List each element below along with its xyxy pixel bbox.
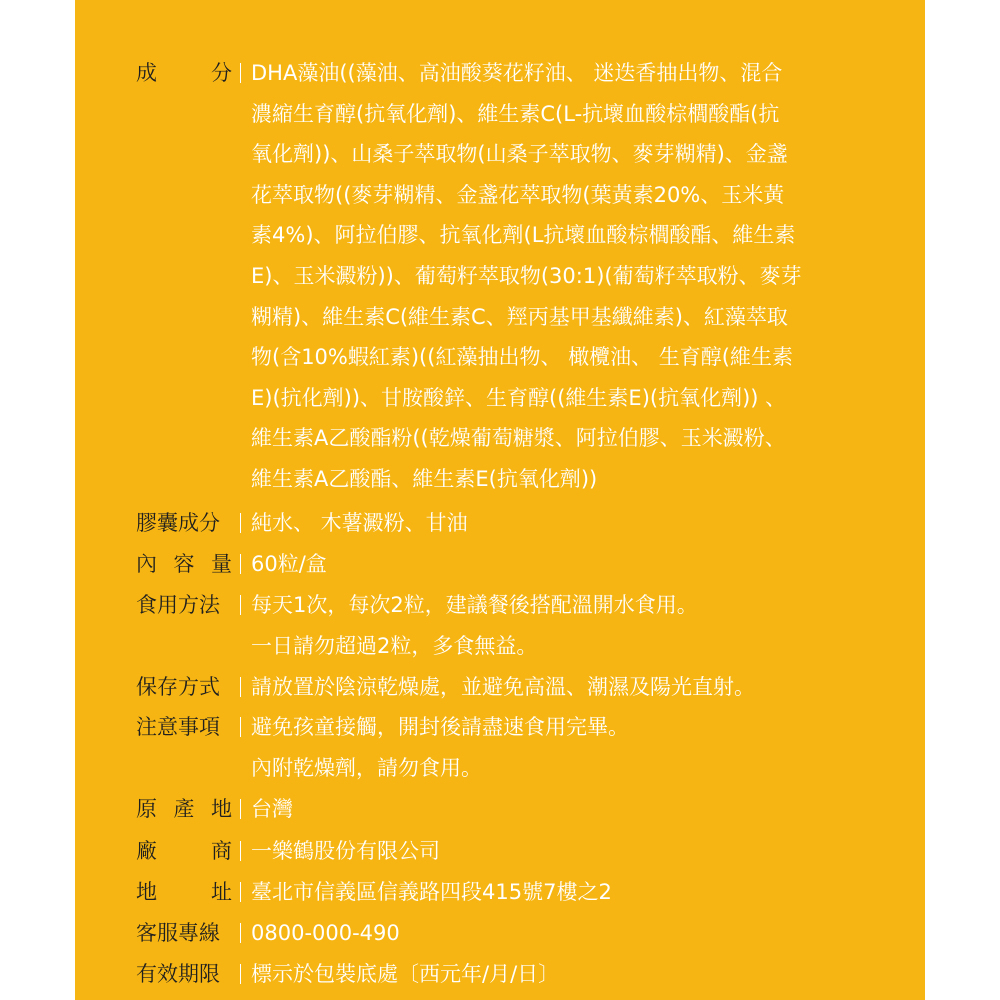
value-line: 一樂鶴股份有限公司 — [251, 839, 440, 863]
ingredients-line: 素4%)、阿拉伯膠、抗氧化劑(L抗壞血酸棕櫚酸酯、維生素 — [251, 223, 796, 248]
separator — [240, 841, 241, 861]
ingredients-line: E)(抗化劑))、甘胺酸鋅、生育醇((維生素E)(抗氧化劑)) 、 — [251, 385, 787, 410]
separator — [240, 554, 241, 574]
label-char: 成 — [136, 61, 157, 85]
expiry-label: 有效期限 — [136, 962, 220, 986]
phone-number: 0800-000-490 — [251, 921, 400, 945]
separator — [240, 964, 241, 984]
ingredients-value — [251, 53, 876, 500]
separator — [240, 717, 241, 737]
expiry-value — [251, 954, 876, 995]
storage-label: 保存方式 — [136, 675, 220, 699]
precautions-row — [136, 707, 876, 788]
ingredients-row — [136, 53, 876, 500]
storage-row — [136, 667, 876, 708]
ingredients-line: 維生素A乙酸酯、維生素E(抗氧化劑)) — [251, 466, 598, 491]
ingredients-line: 氧化劑))、山桑子萃取物(山桑子萃取物、麥芽糊精)、金盞 — [251, 142, 788, 167]
label-char: 原 — [136, 797, 157, 821]
value-line: 臺北市信義區信義路四段415號7樓之2 — [251, 880, 612, 904]
net-content-row — [136, 544, 876, 585]
ingredients-line: 糊精)、維生素C(維生素C、羥丙基甲基纖維素)、紅藻萃取 — [251, 304, 788, 329]
separator — [240, 595, 241, 615]
label-char: 產 — [173, 797, 195, 821]
precautions-label: 注意事項 — [136, 715, 220, 739]
usage-label: 食用方法 — [136, 593, 220, 617]
manufacturer-row — [136, 831, 876, 872]
manufacturer-value — [251, 831, 876, 872]
usage-value — [251, 585, 876, 666]
value-line: 每天1次，每次2粒，建議餐後搭配溫開水食用。 — [251, 593, 698, 617]
ingredients-line: 花萃取物((麥芽糊精、金盞花萃取物(葉黃素20%、玉米黃 — [251, 182, 785, 207]
separator — [240, 799, 241, 819]
value-line: 純水、 木薯澱粉、甘油 — [251, 511, 468, 535]
value-line: 標示於包裝底處〔西元年/月/日〕 — [251, 962, 560, 986]
customer-service-value — [251, 913, 876, 954]
manufacturer-label — [136, 831, 232, 871]
customer-service-label: 客服專線 — [136, 921, 220, 945]
value-line: 60粒/盒 — [251, 552, 327, 576]
ingredients-line: 維生素A乙酸酯粉((乾燥葡萄糖漿、阿拉伯膠、玉米澱粉、 — [251, 426, 786, 451]
capsule-ingredients-value — [251, 503, 876, 544]
separator — [240, 513, 241, 533]
label-char: 廠 — [136, 839, 157, 863]
origin-value — [251, 789, 876, 830]
label-char: 址 — [211, 880, 232, 904]
expiry-row — [136, 954, 876, 995]
label-char: 內 — [136, 552, 157, 576]
capsule-ingredients-label: 膠囊成分 — [136, 511, 220, 535]
storage-value — [251, 667, 876, 708]
ingredients-line: DHA藻油((藻油、高油酸葵花籽油、 迷迭香抽出物、混合 — [251, 61, 783, 85]
value-line: 內附乾燥劑，請勿食用。 — [251, 755, 482, 780]
origin-label — [136, 789, 232, 829]
origin-row — [136, 789, 876, 830]
value-line: 台灣 — [251, 797, 293, 821]
precautions-value — [251, 707, 876, 788]
address-value — [251, 872, 876, 913]
net-content-value — [251, 544, 876, 585]
separator — [240, 923, 241, 943]
label-char: 商 — [211, 839, 232, 863]
address-row — [136, 872, 876, 913]
value-line: 請放置於陰涼乾燥處，並避免高溫、潮濕及陽光直射。 — [251, 675, 755, 699]
separator — [240, 63, 241, 83]
value-line: 避免孩童接觸，開封後請盡速食用完畢。 — [251, 715, 629, 739]
separator — [240, 882, 241, 902]
ingredients-line: 物(含10%蝦紅素)((紅藻抽出物、 橄欖油、 生育醇(維生素 — [251, 345, 793, 370]
net-content-label — [136, 544, 232, 584]
ingredients-label — [136, 53, 232, 93]
separator — [240, 677, 241, 697]
ingredients-line: 濃縮生育醇(抗氧化劑)、維生素C(L-抗壞血酸棕櫚酸酯(抗 — [251, 101, 780, 126]
label-char: 容 — [173, 552, 195, 576]
label-char: 地 — [136, 880, 157, 904]
usage-row — [136, 585, 876, 666]
label-char: 地 — [211, 797, 232, 821]
ingredients-line: E)、玉米澱粉))、葡萄籽萃取物(30:1)(葡萄籽萃取粉、麥芽 — [251, 263, 802, 288]
value-line: 一日請勿超過2粒，多食無益。 — [251, 633, 538, 658]
label-char: 分 — [211, 61, 232, 85]
address-label — [136, 872, 232, 912]
label-char: 量 — [211, 552, 232, 576]
capsule-ingredients-row — [136, 503, 876, 544]
customer-service-row — [136, 913, 876, 954]
